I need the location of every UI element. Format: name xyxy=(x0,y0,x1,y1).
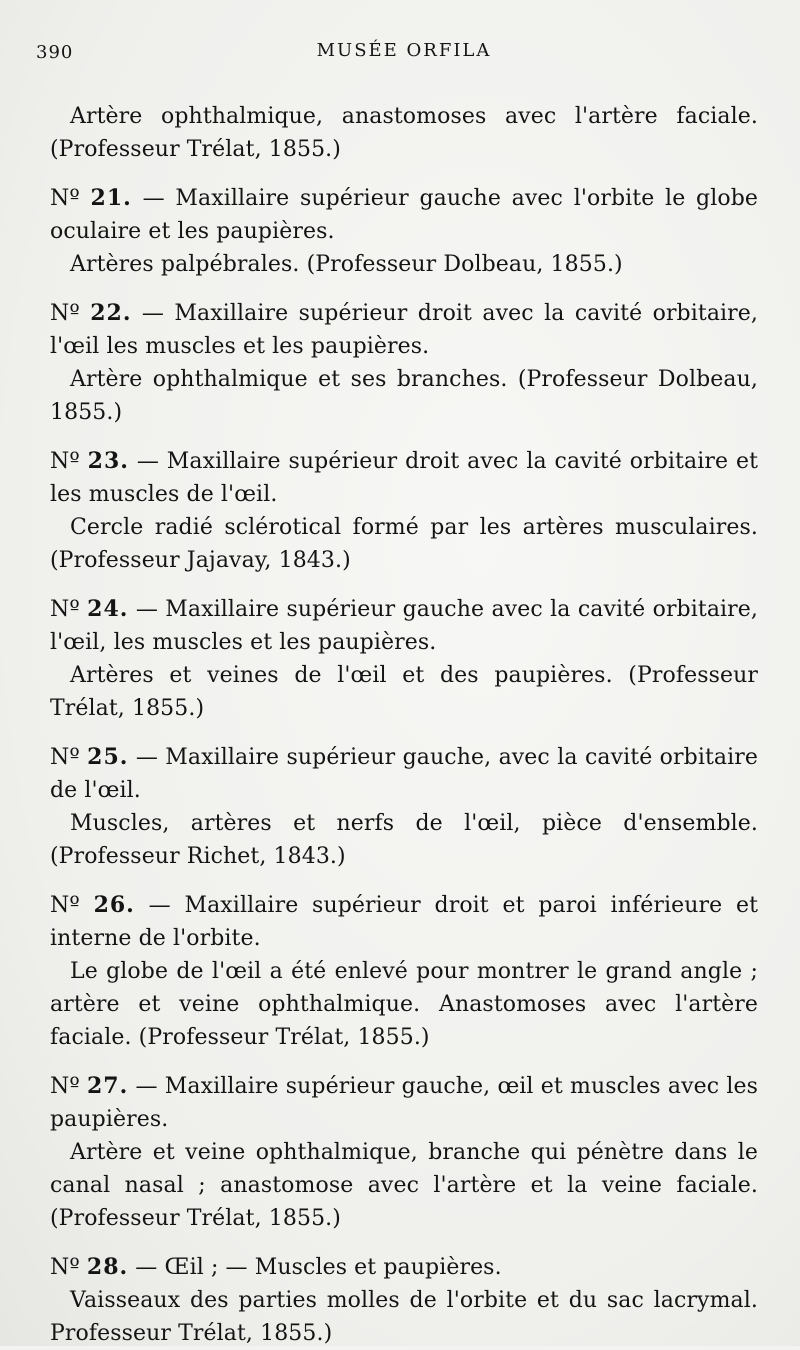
entry-description xyxy=(50,889,758,955)
entry-description-text: — Œil ; — Muscles et paupières. xyxy=(135,1255,502,1280)
catalog-entry-28 xyxy=(50,1251,758,1350)
entry-description-text: — Maxillaire supérieur gauche avec l'orbite le globe oculaire et les paupières. xyxy=(50,186,759,244)
entry-number: 23. xyxy=(87,448,129,474)
entry-description xyxy=(50,1251,758,1284)
running-head: MUSÉE ORFILA xyxy=(316,40,492,61)
entry-description-text: — Maxillaire supérieur gauche avec la cavité orbitaire, l'œil, les muscles et les paupières. xyxy=(50,597,758,655)
catalog-entry-27 xyxy=(50,1070,758,1235)
entry-description-text: — Maxillaire supérieur gauche, œil et muscles avec les paupières. xyxy=(50,1074,758,1132)
number-label: Nº xyxy=(50,745,80,770)
catalog-entry-22 xyxy=(50,297,758,429)
entry-detail: Artères et veines de l'œil et des paupières. (Professeur Trélat, 1855.) xyxy=(50,663,758,721)
catalog-entry-23 xyxy=(50,445,758,577)
entry-number: 22. xyxy=(90,300,132,326)
entry-number: 24. xyxy=(87,596,129,622)
catalog-entry-26 xyxy=(50,889,758,1054)
entry-description xyxy=(50,182,758,248)
entry-detail: Artères palpébrales. (Professeur Dolbeau, 1855.) xyxy=(70,252,623,277)
entry-description-text: — Maxillaire supérieur droit et paroi inférieure et interne de l'orbite. xyxy=(50,893,759,951)
catalog-entry-25 xyxy=(50,741,758,873)
catalog-entry-24 xyxy=(50,593,758,725)
number-label: Nº xyxy=(50,893,80,918)
entry-description xyxy=(50,297,758,363)
page-header xyxy=(36,26,758,66)
entry-number: 21. xyxy=(90,185,132,211)
number-label: Nº xyxy=(50,449,80,474)
entry-description-text: — Maxillaire supérieur droit avec la cavité orbitaire, l'œil les muscles et les paupières. xyxy=(50,301,758,359)
entry-number: 25. xyxy=(87,744,129,770)
entry-description xyxy=(50,593,758,659)
number-label: Nº xyxy=(50,1074,80,1099)
intro-entry xyxy=(50,100,758,166)
entry-detail: Le globe de l'œil a été enlevé pour montrer le grand angle ; artère et veine ophthalmique. Anastomoses avec l'artère faciale. (Professeur Trélat, 1855.) xyxy=(50,959,758,1050)
intro-text: Artère ophthalmique, anastomoses avec l'artère faciale. (Professeur Trélat, 1855.) xyxy=(50,104,758,162)
number-label: Nº xyxy=(50,186,80,211)
number-label: Nº xyxy=(50,301,80,326)
entry-detail: Cercle radié sclérotical formé par les artères musculaires. (Professeur Jajavay, 1843.) xyxy=(50,515,758,573)
entry-description-text: — Maxillaire supérieur droit avec la cavité orbitaire et les muscles de l'œil. xyxy=(50,449,759,507)
entry-detail: Artère et veine ophthalmique, branche qui pénètre dans le canal nasal ; anastomose avec l'artère et la veine faciale. (Professeur Trélat, 1855.) xyxy=(50,1140,758,1231)
number-label: Nº xyxy=(50,1255,80,1280)
entry-number: 28. xyxy=(86,1254,129,1280)
entry-description xyxy=(50,1070,758,1136)
entry-description xyxy=(50,741,758,807)
entry-detail: Artère ophthalmique et ses branches. (Professeur Dolbeau, 1855.) xyxy=(50,367,758,425)
entry-number: 27. xyxy=(86,1073,129,1099)
entry-description xyxy=(50,445,758,511)
catalog-entries xyxy=(50,100,758,1350)
entry-detail: Muscles, artères et nerfs de l'œil, pièce d'ensemble. (Professeur Richet, 1843.) xyxy=(50,811,758,869)
catalog-entry-21 xyxy=(50,182,758,281)
entry-number: 26. xyxy=(93,892,135,918)
number-label: Nº xyxy=(50,597,80,622)
entry-detail: Vaisseaux des parties molles de l'orbite et du sac lacrymal. Professeur Trélat, 1855.) xyxy=(50,1288,758,1346)
entry-description-text: — Maxillaire supérieur gauche, avec la cavité orbitaire de l'œil. xyxy=(50,745,758,803)
page-number: 390 xyxy=(36,42,74,63)
